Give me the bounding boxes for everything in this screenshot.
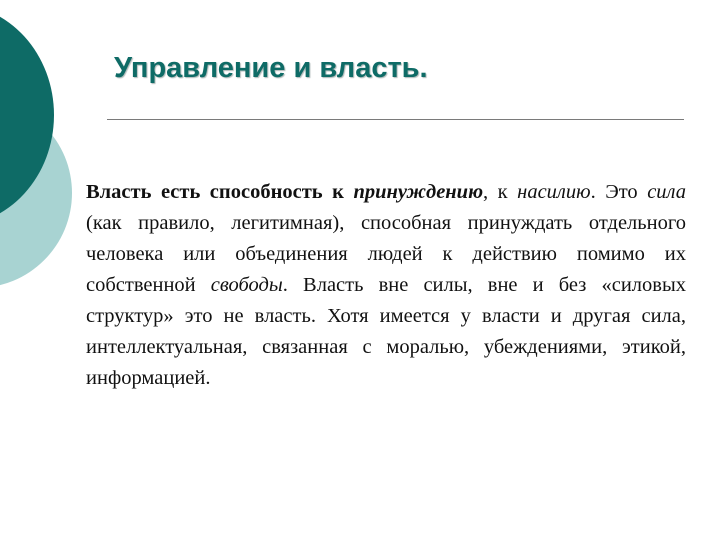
- body-text-1: , к: [483, 181, 518, 203]
- slide-body: [86, 177, 686, 394]
- body-text-4: . Власть вне силы, вне и без «силовых структур» это не власть. Хотя имеется у власти и другая сила, интеллектуальная, связанная с моралью, убеждениями, этикой, информацией.: [86, 274, 686, 389]
- body-text-3: (как правило, легитимная), способная принуждать отдельного человека или объединения людей к действию помимо их собственной: [86, 212, 686, 296]
- body-text-2: . Это: [590, 181, 648, 203]
- body-lead-text: Власть есть способность к: [86, 181, 354, 203]
- body-term-coercion: принуждению: [353, 181, 484, 203]
- slide-title: Управление и власть.: [114, 52, 428, 84]
- body-term-violence: насилию: [517, 181, 591, 203]
- body-bold-lead: [86, 181, 483, 203]
- body-term-freedom: свободы: [210, 274, 283, 296]
- body-term-force: сила: [647, 181, 686, 203]
- title-divider: [107, 119, 684, 120]
